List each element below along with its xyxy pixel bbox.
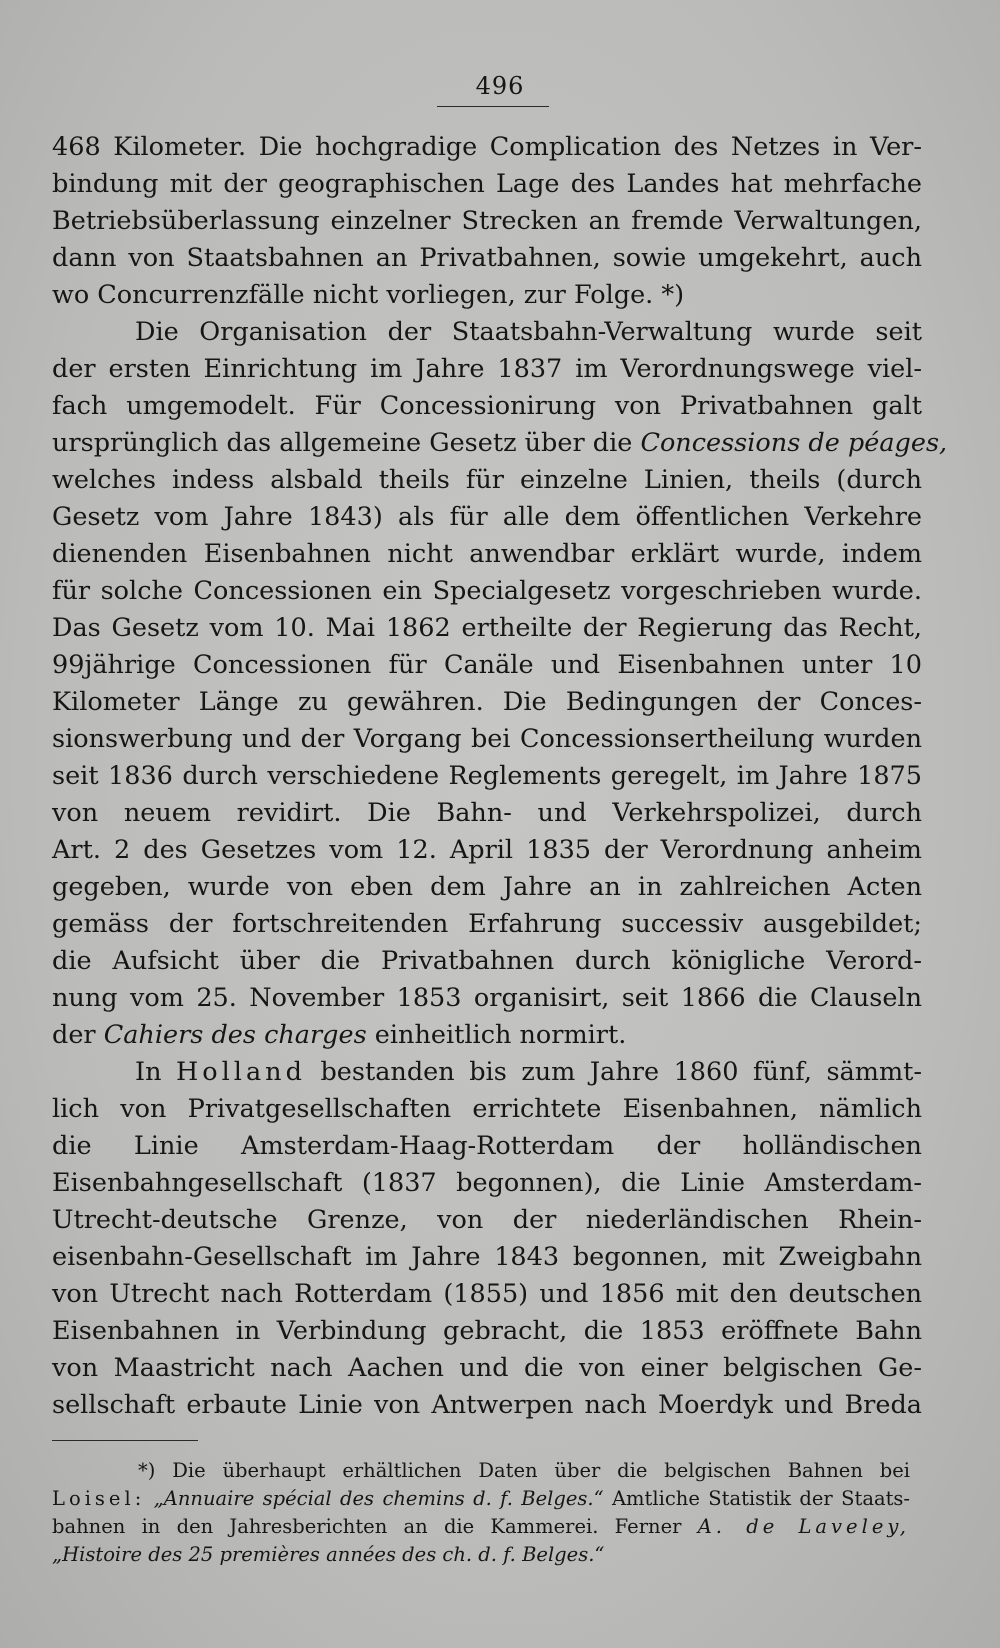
italic-author: A. de Laveley, (697, 1515, 910, 1538)
italic-term: Cahiers des charges (103, 1020, 367, 1050)
text-line: Eisenbahnen in Verbindung gebracht, die 1853 eröffnete Bahn (52, 1316, 922, 1346)
text-line: Gesetz vom Jahre 1843) als für alle dem öffentlichen Verkehre (52, 502, 922, 532)
text-line: Eisenbahngesellschaft (1837 begonnen), die Linie Amsterdam- (52, 1168, 922, 1198)
footnote-line (52, 1514, 910, 1542)
text-run: ursprünglich das allgemeine Gesetz über die (52, 428, 633, 458)
text-run: der (52, 1020, 96, 1050)
text-line: gemäss der fortschreitenden Erfahrung successiv ausgebildet; (52, 909, 922, 939)
text-line: von neuem revidirt. Die Bahn- und Verkehrspolizei, durch (52, 798, 922, 828)
text-line: 99jährige Concessionen für Canäle und Eisenbahnen unter 10 (52, 650, 922, 680)
text-line (52, 426, 948, 462)
text-line: fach umgemodelt. Für Concessionirung von Privatbahnen galt (52, 391, 922, 421)
spaced-name: Loisel: (52, 1487, 146, 1510)
text-line: dienenden Eisenbahnen nicht anwendbar erklärt wurde, indem (52, 539, 922, 569)
paragraph-start-line: Die Organisation der Staatsbahn-Verwaltung wurde seit (135, 317, 922, 347)
text-line: dann von Staatsbahnen an Privatbahnen, sowie umgekehrt, auch (52, 243, 922, 273)
text-line: Betriebsüberlassung einzelner Strecken an fremde Verwaltungen, (52, 206, 922, 236)
italic-term: Concessions de péages, (640, 428, 948, 458)
paragraph-start-line (135, 1055, 922, 1091)
text-line: lich von Privatgesellschaften errichtete Eisenbahnen, nämlich (52, 1094, 922, 1124)
text-line: gegeben, wurde von eben dem Jahre an in zahlreichen Acten (52, 872, 922, 902)
text-line: Kilometer Länge zu gewähren. Die Bedingungen der Conces- (52, 687, 922, 717)
text-line: sellschaft erbaute Linie von Antwerpen nach Moerdyk und Breda (52, 1390, 922, 1420)
text-run: bahnen in den Jahresberichten an die Kammerei. Ferner (52, 1515, 682, 1538)
text-line: der ersten Einrichtung im Jahre 1837 im Verordnungswege viel- (52, 354, 922, 384)
spaced-term: Holland (176, 1057, 306, 1087)
text-run: In (135, 1057, 162, 1087)
text-line: wo Concurrenzfälle nicht vorliegen, zur Folge. *) (52, 280, 685, 310)
text-line: eisenbahn-Gesellschaft im Jahre 1843 begonnen, mit Zweigbahn (52, 1242, 922, 1272)
text-line: bindung mit der geographischen Lage des Landes hat mehrfache (52, 169, 922, 199)
text-run: Amtliche Statistik der Staats- (611, 1487, 911, 1510)
text-line: Utrecht-deutsche Grenze, von der niederländischen Rhein- (52, 1205, 922, 1235)
text-line: von Utrecht nach Rotterdam (1855) und 1856 mit den deutschen (52, 1279, 922, 1309)
footnote-line: *) Die überhaupt erhältlichen Daten über die belgischen Bahnen bei (138, 1459, 910, 1482)
text-line: für solche Concessionen ein Specialgesetz vorgeschrieben wurde. (52, 576, 922, 606)
italic-title: „Annuaire spécial des chemins d. f. Belges.“ (153, 1487, 604, 1510)
page-number: 496 (475, 72, 525, 100)
text-line: von Maastricht nach Aachen und die von einer belgischen Ge- (52, 1353, 922, 1383)
text-run: einheitlich normirt. (374, 1020, 627, 1050)
footnote-line (52, 1486, 910, 1514)
text-line: welches indess alsbald theils für einzelne Linien, theils (durch (52, 465, 922, 495)
text-line: nung vom 25. November 1853 organisirt, seit 1866 die Clauseln (52, 983, 922, 1013)
text-line: die Linie Amsterdam-Haag-Rotterdam der holländischen (52, 1131, 922, 1161)
header-rule (437, 106, 549, 107)
text-run: bestanden bis zum Jahre 1860 fünf, sämmt- (320, 1057, 922, 1087)
text-line: seit 1836 durch verschiedene Reglements geregelt, im Jahre 1875 (52, 761, 922, 791)
text-line (52, 1018, 922, 1054)
text-line: die Aufsicht über die Privatbahnen durch königliche Verord- (52, 946, 922, 976)
text-line: 468 Kilometer. Die hochgradige Complication des Netzes in Ver- (52, 132, 922, 162)
footnote-line: „Histoire des 25 premières années des ch. d. f. Belges.“ (52, 1543, 605, 1566)
text-line: Das Gesetz vom 10. Mai 1862 ertheilte der Regierung das Recht, (52, 613, 922, 643)
text-line: sionswerbung und der Vorgang bei Concessionsertheilung wurden (52, 724, 922, 754)
text-line: Art. 2 des Gesetzes vom 12. April 1835 der Verordnung anheim (52, 835, 922, 865)
footnote-rule (52, 1440, 198, 1441)
